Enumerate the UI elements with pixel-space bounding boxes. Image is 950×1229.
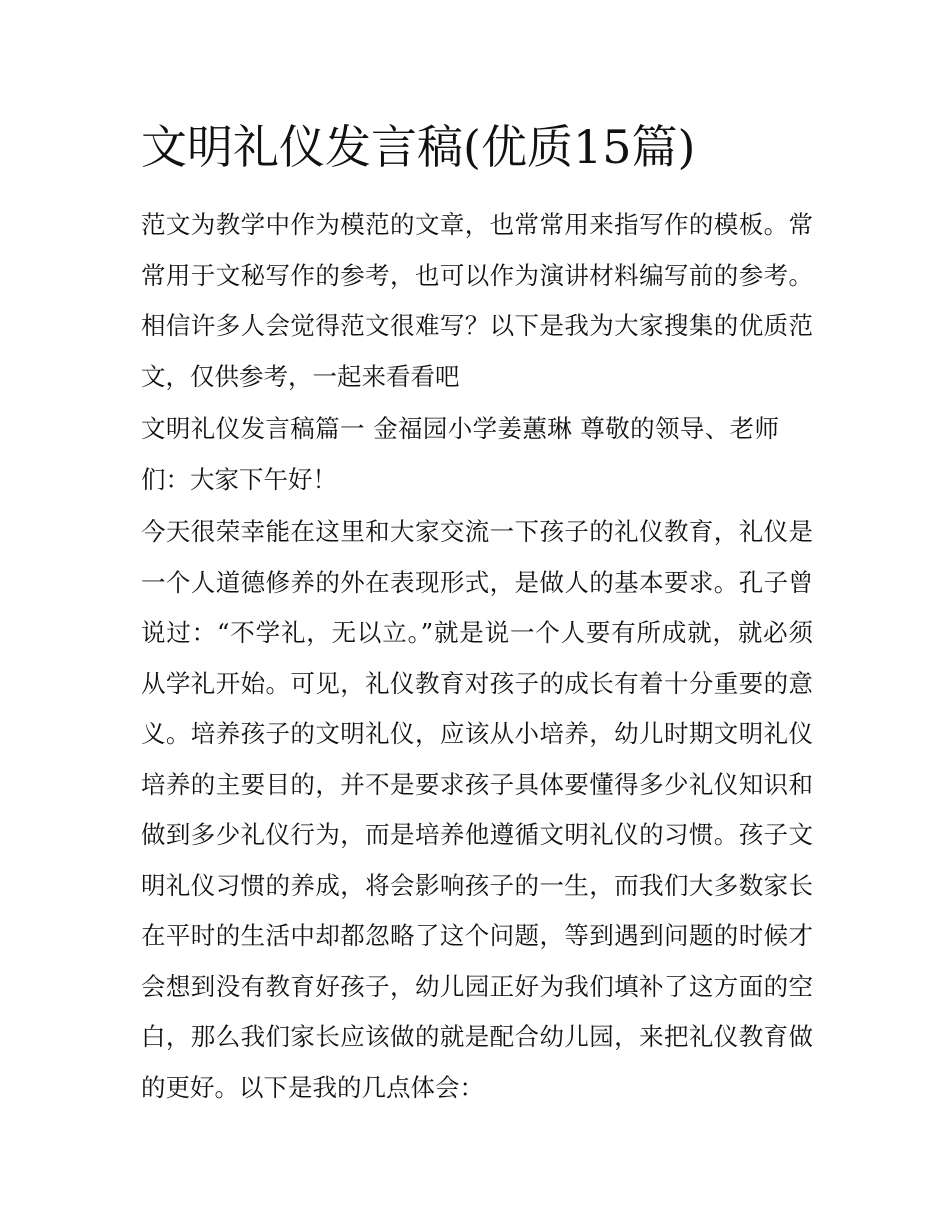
intro-paragraph: 范文为教学中作为模范的文章，也常常用来指写作的模板。常常用于文秘写作的参考，也可以作为演讲材料编写前的参考。相信许多人会觉得范文很难写？以下是我为大家搜集的优质范文，仅供参考，一起来看看吧 (141, 210, 813, 391)
speech-heading-paragraph: 文明礼仪发言稿篇一 金福园小学姜蕙琳 尊敬的领导、老师们：大家下午好！ (141, 414, 779, 494)
document-page (141, 112, 813, 1113)
body-paragraph: 今天很荣幸能在这里和大家交流一下孩子的礼仪教育，礼仪是一个人道德修养的外在表现形式，是做人的基本要求。孔子曾说过：“不学礼，无以立。”就是说一个人要有所成就，就必须从学礼开始。可见，礼仪教育对孩子的成长有着十分重要的意义。培养孩子的文明礼仪，应该从小培养，幼儿时期文明礼仪培养的主要目的，并不是要求孩子具体要懂得多少礼仪知识和做到多少礼仪行为，而是培养他遵循文明礼仪的习惯。孩子文明礼仪习惯的养成，将会影响孩子的一生，而我们大多数家长在平时的生活中却都忽略了这个问题，等到遇到问题的时候才会想到没有教育好孩子，幼儿园正好为我们填补了这方面的空白，那么我们家长应该做的就是配合幼儿园，来把礼仪教育做的更好。以下是我的几点体会： (141, 517, 813, 1102)
document-title: 文明礼仪发言稿(优质15篇) (141, 120, 696, 174)
